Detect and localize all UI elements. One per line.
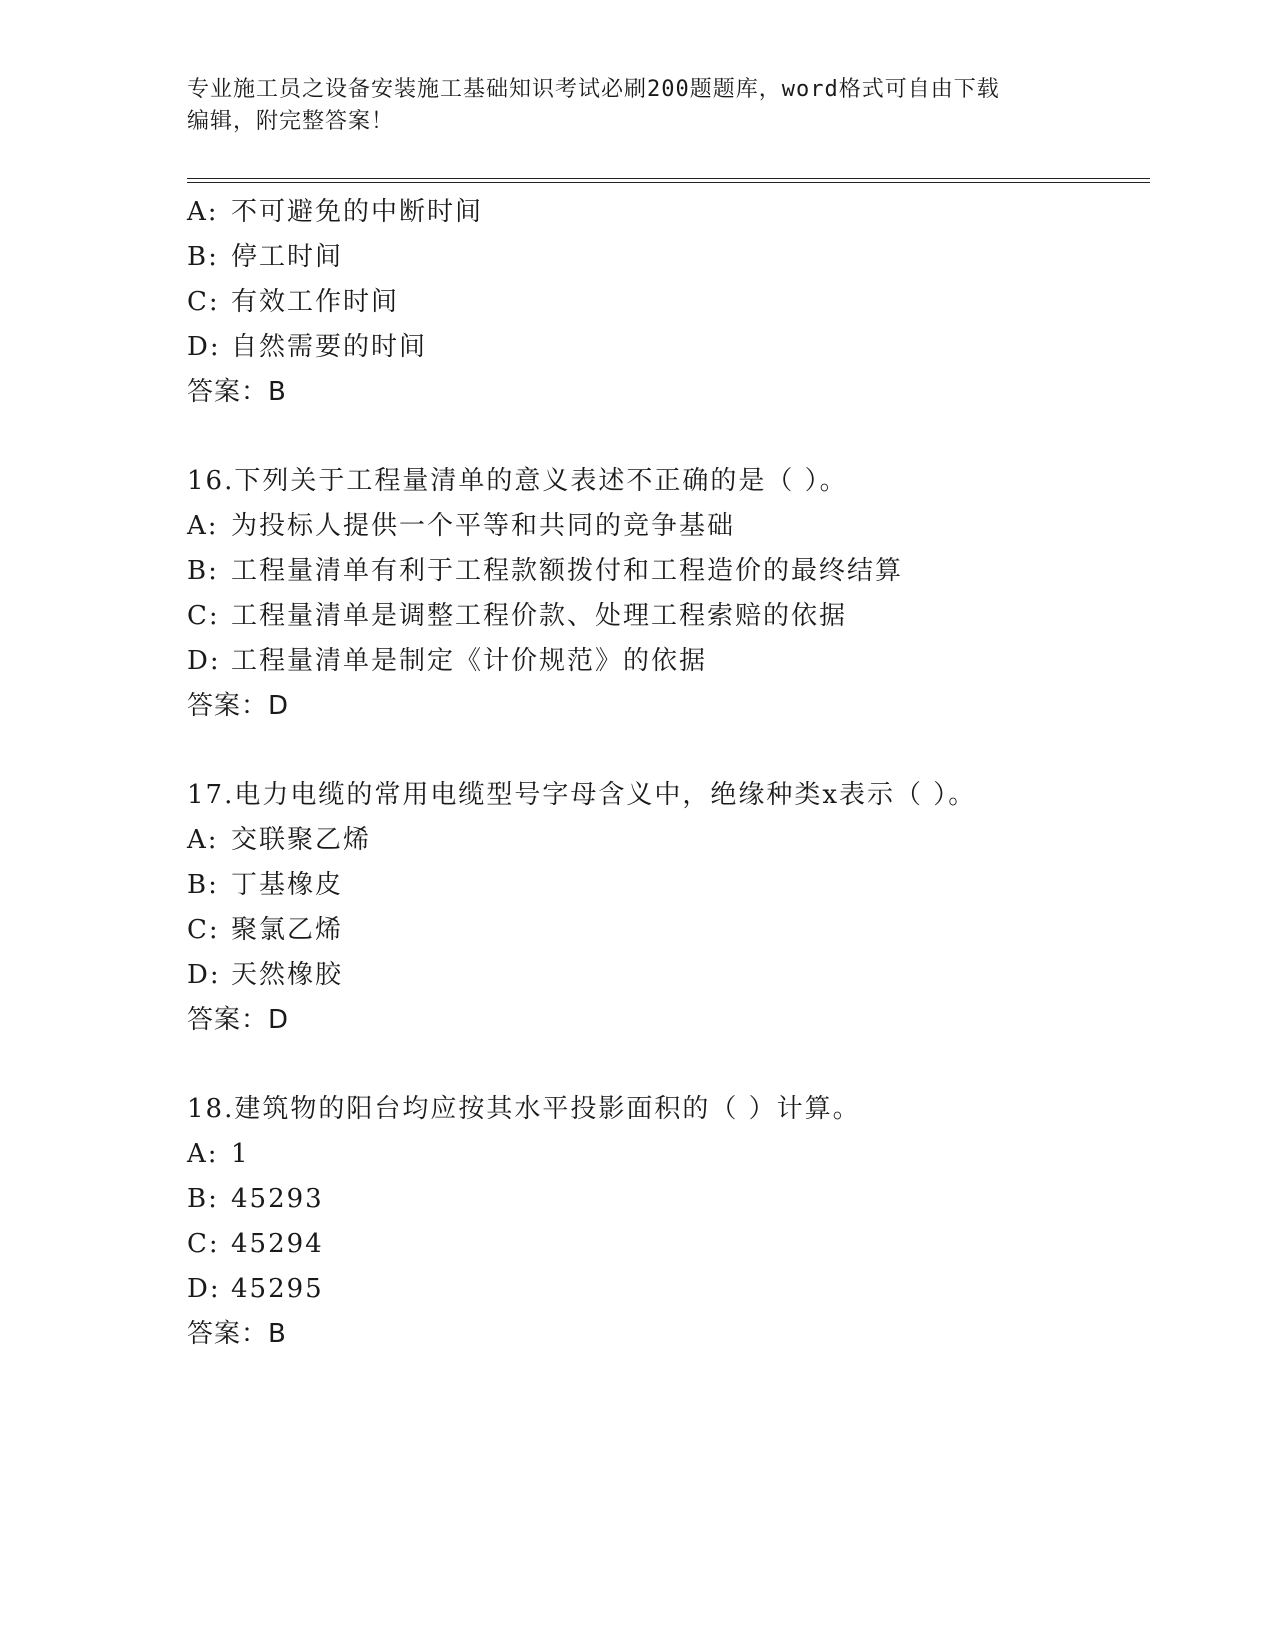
option-key: B:	[187, 242, 219, 272]
spacer	[187, 415, 1150, 459]
option-a	[187, 504, 1150, 549]
question-18	[187, 1087, 1150, 1357]
option-key: D:	[187, 646, 221, 676]
question-title: 16.下列关于工程量清单的意义表述不正确的是（ ）。	[187, 466, 848, 496]
document-header	[187, 74, 1067, 138]
question-list	[187, 190, 1150, 1357]
option-text: 停工时间	[231, 242, 344, 272]
option-text: 工程量清单是制定《计价规范》的依据	[231, 646, 708, 676]
option-a	[187, 818, 1150, 863]
answer-line: 答案：B	[187, 377, 287, 407]
option-text: 不可避免的中断时间	[231, 197, 484, 227]
option-key: A:	[187, 1139, 219, 1169]
option-key: D:	[187, 332, 221, 362]
option-text: 为投标人提供一个平等和共同的竞争基础	[231, 511, 736, 541]
question-title: 17.电力电缆的常用电缆型号字母含义中，绝缘种类x表示（ ）。	[187, 780, 977, 810]
option-d	[187, 1267, 1150, 1312]
answer-line: 答案：D	[187, 1005, 290, 1035]
header-line-1: 专业施工员之设备安装施工基础知识考试必刷200题题库，word格式可自由下载	[187, 77, 1000, 102]
option-key: A:	[187, 197, 219, 227]
question-17	[187, 773, 1150, 1043]
option-text: 45295	[231, 1274, 324, 1304]
option-text: 有效工作时间	[231, 287, 400, 317]
option-key: D:	[187, 960, 221, 990]
option-c	[187, 280, 1150, 325]
option-text: 聚氯乙烯	[231, 915, 344, 945]
option-key: C:	[187, 1229, 220, 1259]
question-15	[187, 190, 1150, 415]
option-key: B:	[187, 1184, 219, 1214]
header-line-2: 编辑，附完整答案！	[187, 109, 395, 134]
option-text: 自然需要的时间	[231, 332, 428, 362]
option-text: 1	[231, 1139, 250, 1169]
option-key: C:	[187, 287, 220, 317]
option-text: 丁基橡皮	[231, 870, 344, 900]
question-title: 18.建筑物的阳台均应按其水平投影面积的（ ）计算。	[187, 1094, 861, 1124]
option-key: C:	[187, 915, 220, 945]
answer-line: 答案：D	[187, 691, 290, 721]
option-key: C:	[187, 601, 220, 631]
option-d	[187, 639, 1150, 684]
question-16	[187, 459, 1150, 729]
option-b	[187, 549, 1150, 594]
option-text: 工程量清单有利于工程款额拨付和工程造价的最终结算	[231, 556, 904, 586]
option-b	[187, 1177, 1150, 1222]
spacer	[187, 1043, 1150, 1087]
option-c	[187, 594, 1150, 639]
option-d	[187, 325, 1150, 370]
option-key: B:	[187, 870, 219, 900]
option-text: 天然橡胶	[231, 960, 344, 990]
option-text: 45293	[231, 1184, 324, 1214]
option-b	[187, 235, 1150, 280]
option-key: B:	[187, 556, 219, 586]
option-text: 交联聚乙烯	[231, 825, 372, 855]
header-double-rule	[187, 178, 1150, 183]
option-text: 45294	[231, 1229, 324, 1259]
option-key: D:	[187, 1274, 221, 1304]
option-a	[187, 1132, 1150, 1177]
option-d	[187, 953, 1150, 998]
option-key: A:	[187, 825, 219, 855]
option-b	[187, 863, 1150, 908]
answer-line: 答案：B	[187, 1319, 287, 1349]
option-text: 工程量清单是调整工程价款、处理工程索赔的依据	[231, 601, 848, 631]
spacer	[187, 729, 1150, 773]
option-c	[187, 1222, 1150, 1267]
option-a	[187, 190, 1150, 235]
option-c	[187, 908, 1150, 953]
option-key: A:	[187, 511, 219, 541]
